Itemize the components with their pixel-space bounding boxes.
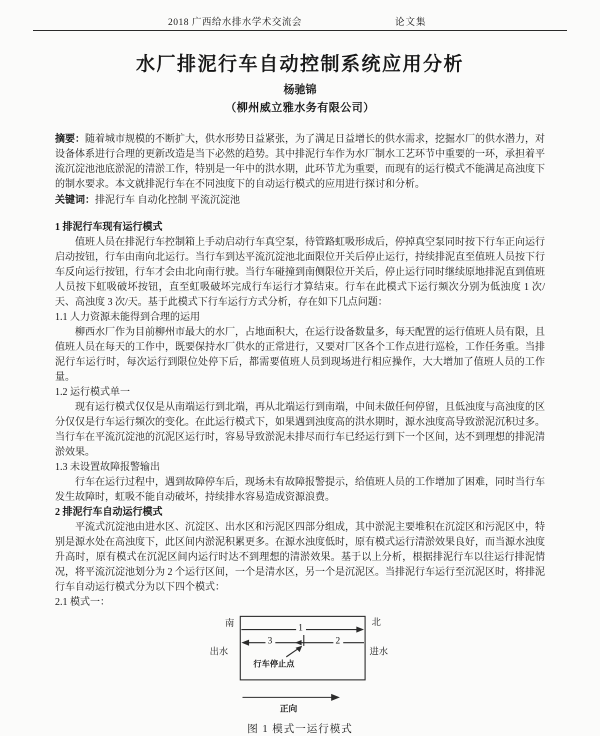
proceedings-label: 论文集 — [395, 18, 427, 28]
section-2-heading: 2 排泥行车自动运行模式 — [55, 507, 163, 518]
author-affiliation: （柳州威立雅水务有限公司） — [225, 102, 375, 114]
conference-name: 2018 广西给水排水学术交流会 — [168, 18, 302, 28]
keywords — [55, 193, 545, 208]
path-1-label: 1 — [297, 623, 303, 634]
label-south: 南 — [224, 619, 234, 630]
figure-mode1 — [55, 612, 545, 736]
label-inlet: 进水 — [368, 647, 388, 658]
running-head — [55, 10, 545, 32]
paper-title: 水厂排泥行车自动控制系统应用分析 — [135, 54, 464, 75]
section-1-heading: 1 排泥行车现有运行模式 — [55, 222, 163, 233]
forward-arrowhead-icon — [331, 694, 340, 701]
stop-point-label: 行车停止点 — [252, 659, 294, 669]
section-1-2-heading: 1.2 运行模式单一 — [55, 387, 130, 398]
path-2-label: 2 — [335, 636, 340, 647]
keywords-text: 排泥行车 自动化控制 平流沉淀池 — [95, 195, 240, 206]
section-1-2-paragraph: 现有运行模式仅仅是从南端运行到北端，再从北端运行到南端，中间未做任何停留，且低浊度与高浊度的区分仅仅是行车运行频次的变化。在此运行模式下，如果遇到浊度高的洪水期时，源水浊度高导致淤泥沉积过多。当行车在平流沉淀池的沉泥区运行时，容易导致淤泥未排尽而行车已经运行到下一个区间，达不到理想的排泥清淤效果。 — [55, 402, 545, 458]
mode1-run-diagram — [207, 612, 394, 716]
section-1-3-heading: 1.3 未设置故障报警输出 — [55, 462, 160, 473]
forward-label: 正向 — [279, 703, 297, 714]
label-north: 北 — [371, 618, 381, 629]
author-name: 杨驰锦 — [283, 84, 317, 96]
path-3-label: 3 — [267, 636, 272, 647]
section-2-paragraph: 平流式沉淀池由进水区、沉淀区、出水区和污泥区四部分组成，其中淤泥主要堆积在沉淀区和污泥区中，特别是源水处在高浊度下，此区间内淤泥积累更多。在源水浊度低时，原有模式运行清淤效果良好，而当源水浊度升高时，原有模式在沉泥区间内运行时达不到理想的清淤效果。基于以上分析，根据排泥行车以往运行排泥情况，将平流沉淀池划分为 2 个运行区间，一个是清水区，另一个是沉泥区。当排泥行车运行至沉泥区时，将排泥行车自动运行模式分为以下四个模式： — [55, 522, 545, 593]
figure-caption: 图 1 模式一运行模式 — [247, 724, 353, 735]
section-1-paragraph: 值班人员在排泥行车控制箱上手动启动行车真空泵，待管路虹吸形成后，停掉真空泵同时按下行车正向运行启动按钮，行车由南向北运行。当行车到达平流沉淀池北面限位开关后停止运行，持续排泥直至值班人员按下行车反向运行按钮，行车才会由北向南行驶。当行车碰撞到南侧限位开关后，停止运行同时继续原地排泥直到值班人员按下虹吸破坏按钮，直至虹吸破坏完成行车运行才算结束。行车在此模式下运行频次分别为低浊度 1 次/天、高浊度 3 次/天。基于此模式下行车运行方式分析，存在如下几点问题： — [55, 237, 545, 308]
stop-point-arrowhead-icon — [295, 646, 302, 652]
path-3-arrowhead-icon — [241, 640, 249, 646]
path-1-arrowhead-icon — [356, 626, 364, 632]
path-2-arrowhead-icon — [295, 640, 302, 645]
section-2-1-heading: 2.1 模式一： — [55, 597, 110, 608]
label-outlet: 出水 — [209, 647, 228, 658]
abstract — [55, 132, 545, 192]
section-1-1-heading: 1.1 人力资源未能得到合理的运用 — [55, 312, 200, 323]
section-1-1-paragraph: 柳西水厂作为目前柳州市最大的水厂，占地面积大，在运行设备数量多，每天配置的运行值班人员有限，且值班人员在每天的工作中，既要保持水厂供水的正常进行，又要对厂区各个工作点进行巡检，工作任务重。当排泥行车运行时，每次运行到限位处停下后，都需要值班人员到现场进行相应操作，大大增加了值班人员的工作量。 — [55, 327, 545, 383]
keywords-label: 关键词： — [55, 195, 95, 206]
section-1-3-paragraph: 行车在运行过程中，遇到故障停车后，现场未有故障报警提示，给值班人员的工作增加了困难，同时当行车发生故障时，虹吸不能自动破坏，持续排水容易造成资源浪费。 — [55, 477, 545, 503]
abstract-text: 随着城市规模的不断扩大，供水形势日益紧张，为了满足日益增长的供水需求，挖掘水厂的供水潜力，对设备体系进行合理的更新改造是当下必然的趋势。其中排泥行车作为水厂制水工艺环节中重要的一环，承担着平流沉淀池池底淤泥的清淤工作，特别是一年中的洪水期，此环节尤为重要，而现有的运行模式不能满足高浊度下的制水要求。本文就排泥行车在不同浊度下的自动运行模式的应用进行探讨和分析。 — [55, 134, 545, 190]
abstract-label: 摘要： — [55, 134, 85, 145]
header-rule — [33, 30, 567, 31]
